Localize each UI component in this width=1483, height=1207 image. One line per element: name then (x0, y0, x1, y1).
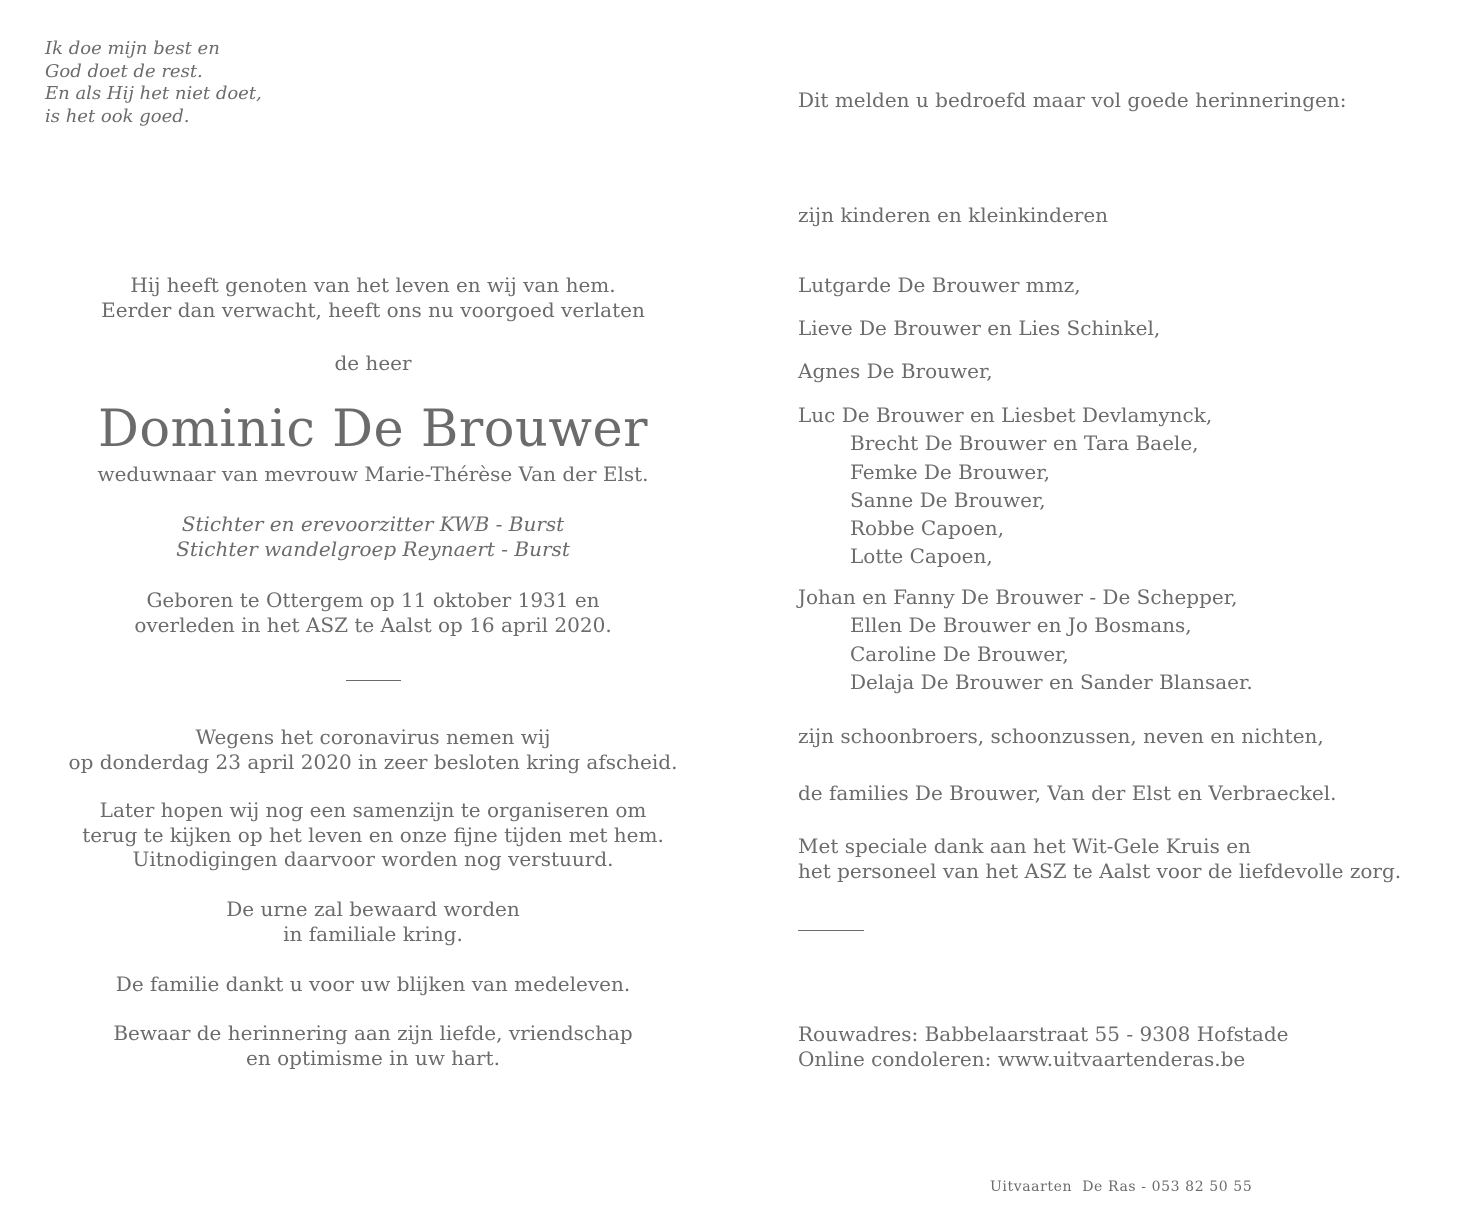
poem-line: En als Hij het niet doet, (45, 83, 262, 104)
child-johan: Johan en Fanny De Brouwer - De Schepper, (798, 585, 1238, 609)
child-lutgarde: Lutgarde De Brouwer mmz, (798, 273, 1081, 297)
families: de families De Brouwer, Van der Elst en Verbraeckel. (798, 781, 1337, 805)
grandchild: Lotte Capoen, (850, 544, 993, 569)
grandchild: Brecht De Brouwer en Tara Baele, (850, 431, 1199, 456)
later-gathering-text (40, 798, 706, 872)
special-thanks (798, 834, 1401, 883)
online-condolences: Online condoleren: www.uitvaartenderas.be (798, 1046, 1246, 1071)
grandchild: Ellen De Brouwer en Jo Bosmans, (850, 613, 1192, 638)
honorific: de heer (334, 351, 412, 375)
spouse-line: weduwnaar van mevrouw Marie-Thérèse Van der Elst. (97, 462, 649, 486)
later-line: terug te kijken op het leven en onze fijne tijden met hem. (82, 822, 664, 847)
contact-info (798, 1022, 1288, 1071)
grandchild: Sanne De Brouwer, (850, 487, 1046, 512)
birth-death-dates (40, 588, 706, 637)
urn-line: in familiale kring. (283, 921, 463, 946)
family-johan (798, 583, 1253, 696)
child-agnes: Agnes De Brouwer, (798, 359, 993, 383)
date-line: overleden in het ASZ te Aalst op 16 april 2020. (134, 612, 612, 637)
farewell-text (40, 725, 706, 774)
intro-text (40, 273, 706, 322)
special-thanks-line: Met speciale dank aan het Wit-Gele Kruis en (798, 834, 1251, 858)
intro-line: Hij heeft genoten van het leven en wij van hem. (130, 273, 616, 297)
role-line: Stichter wandelgroep Reynaert - Burst (176, 536, 570, 561)
intro-line: Eerder dan verwacht, heeft ons nu voorgoed verlaten (101, 297, 645, 322)
memory-line: en optimisme in uw hart. (246, 1045, 500, 1070)
memory-line: Bewaar de herinnering aan zijn liefde, vriendschap (113, 1021, 633, 1045)
child-luc: Luc De Brouwer en Liesbet Devlamynck, (798, 403, 1213, 427)
urn-text (40, 897, 706, 946)
urn-line: De urne zal bewaard worden (226, 897, 520, 921)
family-luc (798, 401, 1212, 571)
grandchild: Caroline De Brouwer, (850, 641, 1069, 666)
divider-right (798, 930, 864, 931)
grandchild: Robbe Capoen, (850, 516, 1005, 541)
memory-text (40, 1021, 706, 1070)
later-line: Uitnodigingen daarvoor worden nog verstuurd. (132, 847, 614, 871)
special-thanks-line: het personeel van het ASZ te Aalst voor de liefdevolle zorg. (798, 858, 1402, 883)
poem (45, 38, 262, 128)
divider-left (346, 680, 401, 681)
farewell-line: Wegens het coronavirus nemen wij (195, 725, 551, 749)
child-lieve: Lieve De Brouwer en Lies Schinkel, (798, 316, 1161, 340)
deceased-name: Dominic De Brouwer (97, 400, 649, 459)
poem-line: God doet de rest. (45, 60, 203, 82)
inlaws: zijn schoonbroers, schoonzussen, neven en nichten, (798, 724, 1324, 748)
announcement: Dit melden u bedroefd maar vol goede herinneringen: (798, 88, 1347, 112)
later-line: Later hopen wij nog een samenzijn te organiseren om (99, 798, 647, 822)
family-thanks: De familie dankt u voor uw blijken van medeleven. (115, 972, 631, 996)
farewell-line: op donderdag 23 april 2020 in zeer besloten kring afscheid. (68, 749, 678, 774)
poem-line: is het ook goed. (45, 105, 190, 127)
roles (40, 512, 706, 561)
mourning-address: Rouwadres: Babbelaarstraat 55 - 9308 Hofstade (798, 1022, 1289, 1046)
funeral-home-footer: Uitvaarten De Ras - 053 82 50 55 (990, 1179, 1253, 1195)
role-line: Stichter en erevoorzitter KWB - Burst (181, 512, 565, 536)
children-heading: zijn kinderen en kleinkinderen (798, 203, 1109, 227)
grandchild: Delaja De Brouwer en Sander Blansaer. (850, 669, 1253, 694)
grandchild: Femke De Brouwer, (850, 459, 1050, 484)
poem-line: Ik doe mijn best en (45, 38, 220, 59)
date-line: Geboren te Ottergem op 11 oktober 1931 en (146, 588, 600, 612)
